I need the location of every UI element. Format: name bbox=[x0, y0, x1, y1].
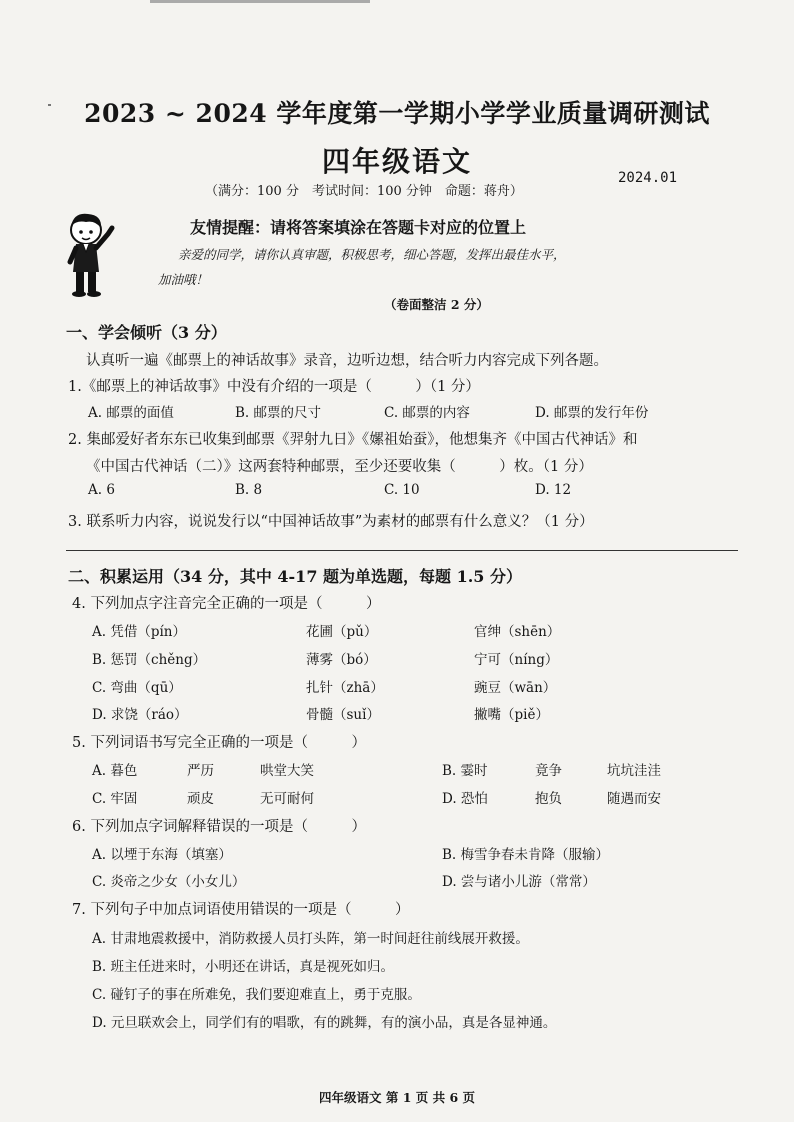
q5-b-1: B. 霎时 bbox=[442, 763, 488, 779]
q7-option-b: B. 班主任进来时，小明还在讲话，真是视死如归。 bbox=[92, 959, 395, 975]
section-heading-accumulation: 二、积累运用（34 分，其中 4-17 题为单选题，每题 1.5 分） bbox=[68, 567, 522, 586]
handwritten-cheer: 加油哦！ bbox=[158, 272, 209, 287]
q5-a-2: 严历 bbox=[187, 763, 214, 779]
exam-meta: （满分：100 分 考试时间：100 分钟 命题：蒋舟） bbox=[205, 184, 523, 199]
q4-b-3: 宁可（níng） bbox=[474, 652, 559, 668]
page-footer: 四年级语文 第 1 页 共 6 页 bbox=[318, 1090, 475, 1105]
q6-option-d: D. 尝与诸小儿游（常常） bbox=[442, 874, 596, 890]
q4-a-1: A. 凭借（pín） bbox=[92, 624, 186, 640]
q2-option-a: A. 6 bbox=[88, 482, 115, 498]
q5-a-1: A. 暮色 bbox=[92, 763, 138, 779]
q4-d-2: 骨髓（suǐ） bbox=[306, 707, 380, 723]
q1-option-b: B. 邮票的尺寸 bbox=[235, 405, 322, 421]
handwritten-encouragement: 亲爱的同学，请你认真审题，积极思考，细心答题，发挥出最佳水平， bbox=[178, 247, 566, 262]
section-divider bbox=[66, 550, 738, 551]
q4-c-1: C. 弯曲（qū） bbox=[92, 680, 182, 696]
question-7-stem: 7. 下列句子中加点词语使用错误的一项是（ ） bbox=[72, 902, 410, 918]
scan-edge-mark bbox=[150, 0, 370, 3]
q2-option-d: D. 12 bbox=[535, 482, 572, 498]
question-5-stem: 5. 下列词语书写完全正确的一项是（ ） bbox=[72, 735, 366, 751]
q5-c-3: 无可耐何 bbox=[260, 791, 314, 807]
q4-c-3: 豌豆（wān） bbox=[474, 680, 557, 696]
listening-intro: 认真听一遍《邮票上的神话故事》录音，边听边想，结合听力内容完成下列各题。 bbox=[86, 353, 608, 369]
q4-b-1: B. 惩罚（chěng） bbox=[92, 652, 207, 668]
q2-option-b: B. 8 bbox=[235, 482, 263, 498]
q6-option-b: B. 梅雪争春未肯降（服输） bbox=[442, 847, 610, 863]
question-2-stem: 2. 集邮爱好者东东已收集到邮票《羿射九日》《嫘祖始蚕》，他想集齐《中国古代神话》和 bbox=[68, 432, 638, 448]
q4-d-3: 撇嘴（piě） bbox=[474, 707, 549, 723]
q1-option-d: D. 邮票的发行年份 bbox=[535, 405, 649, 421]
q4-b-2: 薄雾（bó） bbox=[306, 652, 377, 668]
q5-d-3: 随遇而安 bbox=[607, 791, 661, 807]
q5-b-2: 竟争 bbox=[535, 763, 562, 779]
section-heading-listening: 一、学会倾听（3 分） bbox=[66, 323, 227, 342]
q6-option-a: A. 以堙于东海（填塞） bbox=[92, 847, 232, 863]
exam-subtitle: 四年级语文 bbox=[321, 145, 472, 178]
q7-option-d: D. 元旦联欢会上，同学们有的唱歌，有的跳舞，有的演小品，真是各显神通。 bbox=[92, 1015, 557, 1031]
q4-a-3: 官绅（shēn） bbox=[474, 624, 561, 640]
q5-c-2: 顽皮 bbox=[187, 791, 214, 807]
q7-option-c: C. 碰钉子的事在所难免，我们要迎难直上，勇于克服。 bbox=[92, 987, 421, 1003]
q1-option-a: A. 邮票的面值 bbox=[88, 405, 174, 421]
q5-d-1: D. 恐怕 bbox=[442, 791, 488, 807]
q7-option-a: A. 甘肃地震救援中，消防救援人员打头阵，第一时间赶往前线展开救援。 bbox=[92, 931, 529, 947]
cartoon-boy-icon bbox=[62, 210, 130, 302]
q5-a-3: 哄堂大笑 bbox=[260, 763, 314, 779]
q5-b-3: 坑坑洼洼 bbox=[607, 763, 661, 779]
friendly-reminder: 友情提醒：请将答案填涂在答题卡对应的位置上 bbox=[190, 218, 527, 237]
exam-date: 2024.01 bbox=[618, 170, 678, 186]
q4-a-2: 花圃（pǔ） bbox=[306, 624, 378, 640]
q4-c-2: 扎针（zhā） bbox=[306, 680, 384, 696]
q5-c-1: C. 牢固 bbox=[92, 791, 138, 807]
question-1-stem: 1.《邮票上的神话故事》中没有介绍的一项是（ ）（1 分） bbox=[68, 379, 480, 395]
q1-option-c: C. 邮票的内容 bbox=[384, 405, 470, 421]
q5-d-2: 抱负 bbox=[535, 791, 562, 807]
question-4-stem: 4. 下列加点字注音完全正确的一项是（ ） bbox=[72, 596, 381, 612]
question-3-stem: 3. 联系听力内容，说说发行以“中国神话故事”为素材的邮票有什么意义？（1 分） bbox=[68, 514, 594, 530]
question-2-stem-cont: 《中国古代神话（二）》这两套特种邮票，至少还要收集（ ）枚。（1 分） bbox=[86, 459, 593, 475]
neatness-score-note: （卷面整洁 2 分） bbox=[384, 297, 489, 312]
question-6-stem: 6. 下列加点字词解释错误的一项是（ ） bbox=[72, 819, 366, 835]
q2-option-c: C. 10 bbox=[384, 482, 420, 498]
exam-title: 2023 ~ 2024 学年度第一学期小学学业质量调研测试 bbox=[84, 99, 710, 128]
q6-option-c: C. 炎帝之少女（小女儿） bbox=[92, 874, 246, 890]
q4-d-1: D. 求饶（ráo） bbox=[92, 707, 188, 723]
